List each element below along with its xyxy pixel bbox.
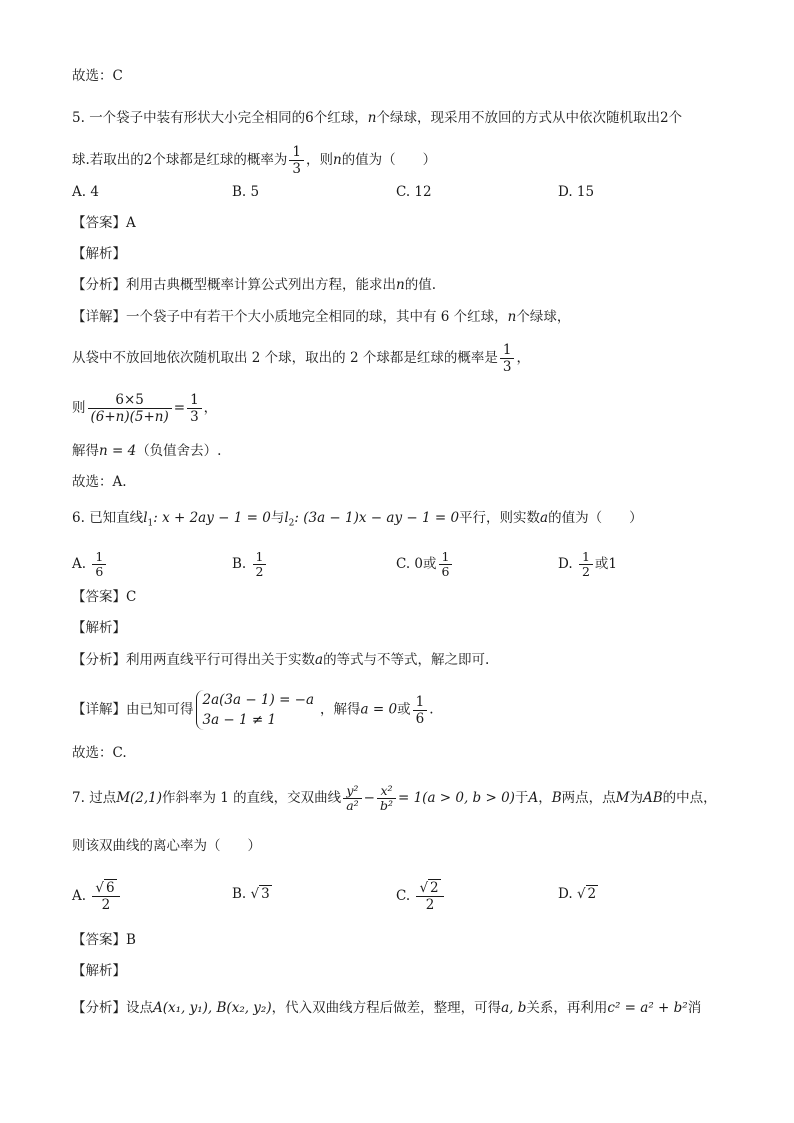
q5-analysis-title: 【解析】 xyxy=(72,246,126,262)
q6-option-c: C. 0或 $\frac{1}{6}$ xyxy=(396,550,454,579)
q5-option-b: B. 5 xyxy=(232,184,260,200)
q7-option-b: B. √ 3 xyxy=(232,886,270,902)
q7-option-d: D. √ 2 xyxy=(558,886,597,902)
q7-option-c: C. $\frac{√ 2}{2}$ xyxy=(396,880,446,913)
q7-stem-line2: 则该双曲线的离心率为（ ） xyxy=(72,838,261,854)
q5-option-d: D. 15 xyxy=(558,184,595,200)
q7-analysis-title: 【解析】 xyxy=(72,963,126,979)
q6-final: 故选：C. xyxy=(72,745,127,761)
q5-final: 故选：A. xyxy=(72,474,127,490)
q5-detail-line1: 【详解】一个袋子中有若干个大小质地完全相同的球，其中有 6 个红球，n个绿球， xyxy=(72,309,571,325)
q5-option-a: A. 4 xyxy=(72,184,99,200)
q7-answer: 【答案】B xyxy=(72,932,136,948)
equation-system: 2a(3a − 1) = −a 3a − 1 ≠ 1 xyxy=(196,690,315,730)
q6-option-d: D. $\frac{1}{2}$ 或1 xyxy=(558,549,617,579)
q5-solve: 解得n = 4（负值舍去）. xyxy=(72,443,222,459)
q5-answer: 【答案】A xyxy=(72,215,136,231)
q6-fenxi: 【分析】利用两直线平行可得出关于实数a的等式与不等式，解之即可. xyxy=(72,652,490,668)
q7-stem-line1: 7. 过点M(2,1)作斜率为 1 的直线，交双曲线 $\frac{\text{y²}}{\text{a²}}$ − $\frac{\text{x²}}{\text{b²}}$ = 1(a > 0, b > 0)于A，B两点，点M为AB的中点， xyxy=(72,783,717,813)
q5-fenxi: 【分析】利用古典概型概率计算公式列出方程，能求出n的值. xyxy=(72,277,436,293)
q7-option-a: A. $\frac{√ 6}{2}$ xyxy=(72,880,122,913)
q5-equation: 则 $\frac{6\times 5}{(6+n)(5+n)}$ = $\frac{1}{3}$ ， xyxy=(72,392,218,425)
q5-stem-line2: 球.若取出的2个球都是红球的概率为 $\frac{1}{3}$ ，则n的值为（ ） xyxy=(72,144,437,177)
q5-detail-line2: 从袋中不放回地依次随机取出 2 个球，取出的 2 个球都是红球的概率是 $\frac{1}{3}$ ， xyxy=(72,342,530,375)
q7-fenxi: 【分析】设点A(x₁, y₁), B(x₂, y₂)，代入双曲线方程后做差，整理，可得a, b关系，再利用c² = a² + b²消 xyxy=(72,1000,702,1016)
q5-option-c: C. 12 xyxy=(396,184,432,200)
q6-option-a: A. $\frac{1}{6}$ xyxy=(72,550,108,579)
q5-stem-line1: 5. 一个袋子中装有形状大小完全相同的6个红球，n个绿球，现采用不放回的方式从中依次随机取出2个 xyxy=(72,110,683,126)
q4-answer: 故选：C xyxy=(72,68,123,84)
q6-analysis-title: 【解析】 xyxy=(72,620,126,636)
q6-answer: 【答案】C xyxy=(72,589,137,605)
q6-stem: 6. 已知直线$l_1$: x + 2ay − 1 = 0与$l_2$: (3a − 1)x − ay − 1 = 0平行，则实数a的值为（ ） xyxy=(72,510,643,529)
q6-detail: 【详解】由已知可得 2a(3a − 1) = −a 3a − 1 ≠ 1 ，解得a = 0或 $\frac{1}{6}$ . xyxy=(72,692,434,728)
q6-option-b: B. $\frac{1}{2}$ xyxy=(232,550,268,579)
